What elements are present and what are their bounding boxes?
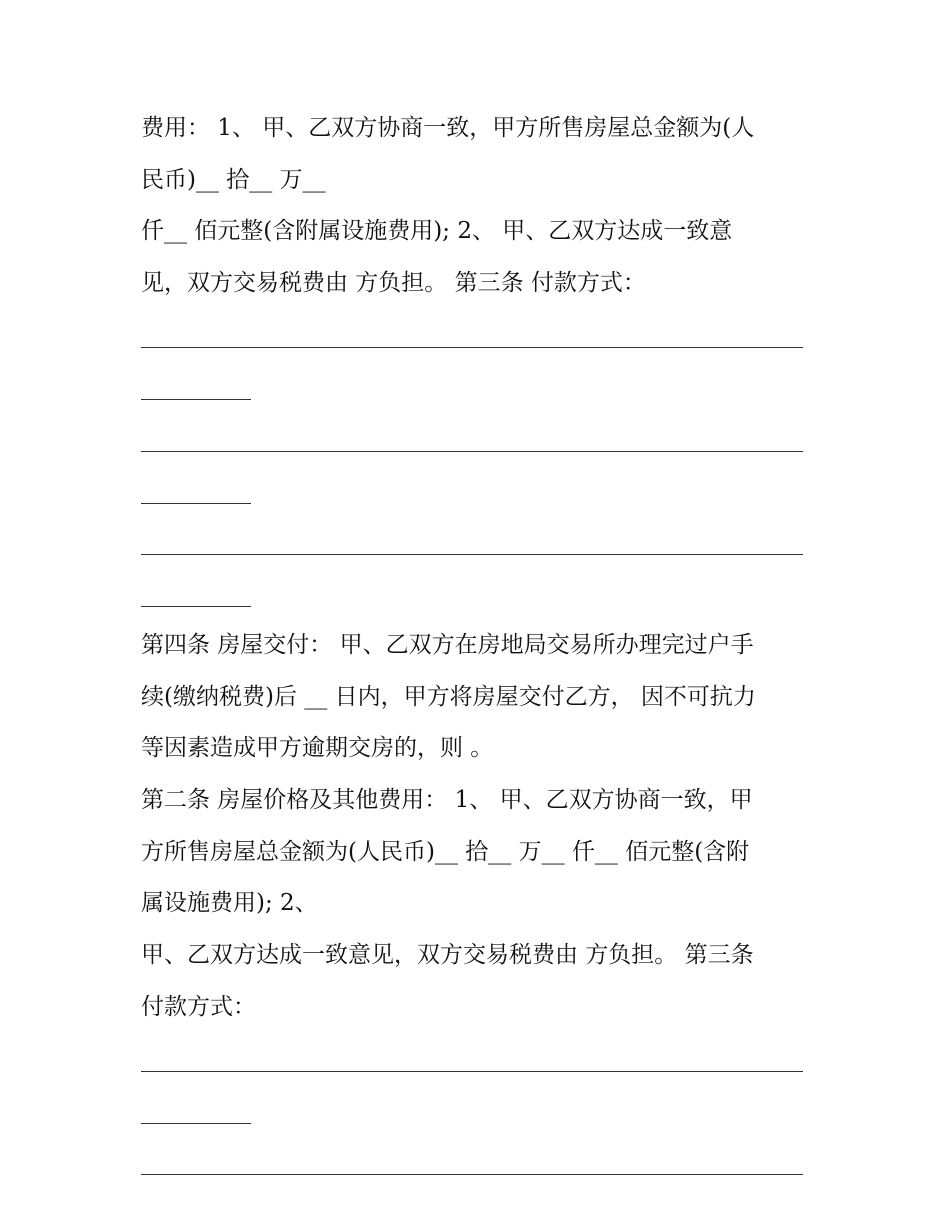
blank-fill-line — [141, 1085, 803, 1137]
text-line: 第二条 房屋价格及其他费用： 1、 甲、乙双方协商一致，甲 — [141, 786, 753, 813]
blank-fill-line — [141, 568, 803, 620]
text-line: 属设施费用); 2、 — [141, 890, 318, 917]
blank-fill-line — [141, 1137, 803, 1189]
text-line: 仟__ 佰元整(含附属设施费用); 2、 甲、乙双方达成一致意 — [141, 218, 733, 245]
blank-fill-line — [141, 413, 803, 465]
blank-fill-line — [141, 465, 803, 517]
blank-fill-line — [141, 310, 803, 362]
text-line: 甲、乙双方达成一致意见，双方交易税费由 方负担。 第三条 — [141, 942, 754, 968]
text-line: 见，双方交易税费由 方负担。 第三条 付款方式： — [141, 270, 646, 297]
text-line: 民币)__ 拾__ 万__ — [141, 166, 326, 193]
blank-fill-line — [141, 517, 803, 569]
text-line: 费用： 1、 甲、乙双方协商一致，甲方所售房屋总金额为(人 — [141, 115, 755, 141]
text-line: 第四条 房屋交付： 甲、乙双方在房地局交易所办理完过户手 — [141, 631, 754, 658]
text-line: 等因素造成甲方逾期交房的，则 。 — [141, 735, 494, 762]
blank-fill-line — [141, 361, 803, 413]
text-line: 付款方式： — [141, 993, 256, 1020]
contract-text — [141, 103, 803, 1188]
blank-fill-line — [141, 1033, 803, 1085]
text-line: 续(缴纳税费)后 __ 日内，甲方将房屋交付乙方， 因不可抗力 — [141, 683, 756, 710]
text-line: 方所售房屋总金额为(人民币)__ 拾__ 万__ 仟__ 佰元整(含附 — [141, 838, 750, 865]
